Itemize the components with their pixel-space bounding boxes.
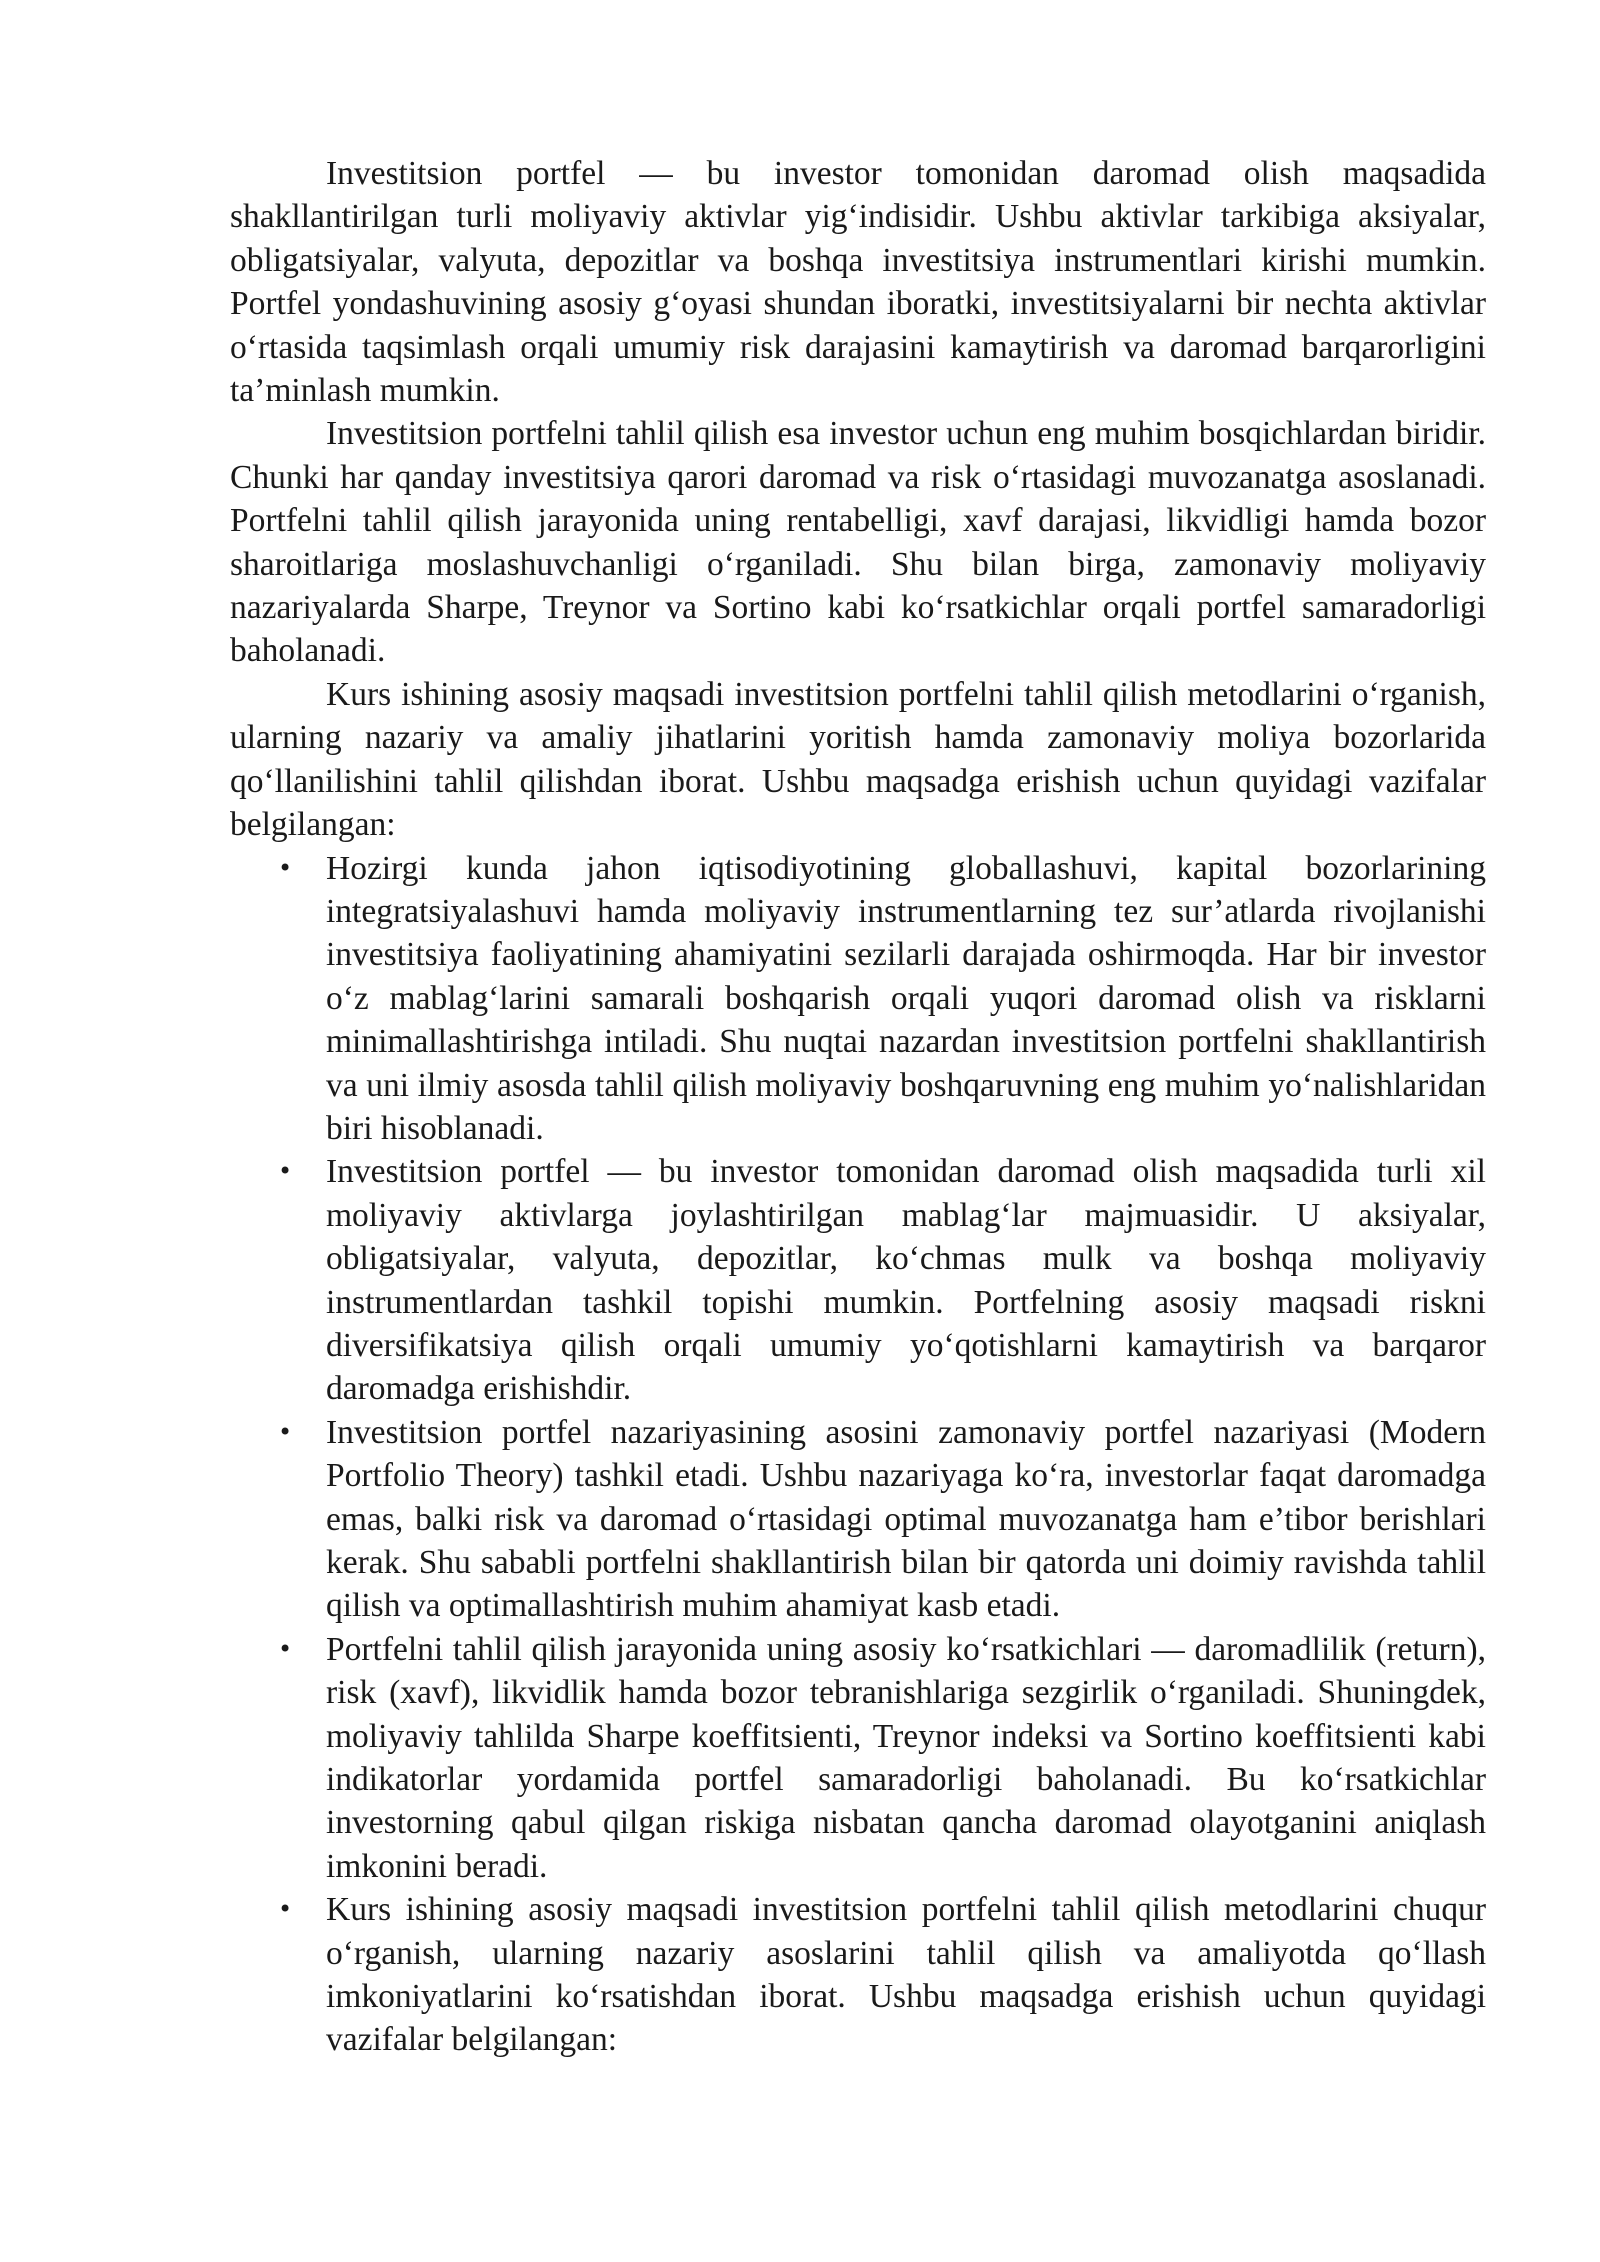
bullet-icon: •	[278, 1157, 293, 1186]
bullet-icon: •	[278, 853, 293, 882]
paragraph-analysis: Investitsion portfelni tahlil qilish esa investor uchun eng muhim bosqichlardan biridir. Chunki har qanday investitsiya qarori daromad va risk o‘rtasidagi muvozanatga asoslanadi. Portfelni tahlil qilish jarayonida uning rentabelligi, xavf darajasi, likvidligi hamda bozor sharoitlariga moslashuvchanligi o‘rganiladi. Shu bilan birga, zamonaviy moliyaviy nazariyalarda Sharpe, Treynor va Sortino kabi ko‘rsatkichlar orqali portfel samaradorligi baholanadi.	[230, 415, 1486, 670]
list-item	[230, 847, 1486, 1151]
bullet-icon: •	[278, 1634, 293, 1663]
task-list	[230, 847, 1486, 2062]
paragraph-goal: Kurs ishining asosiy maqsadi investitsion portfelni tahlil qilish metodlarini o‘rganish, ularning nazariy va amaliy jihatlarini yoritish hamda zamonaviy moliya bozorlarida qo‘llanilishini tahlil qilishdan iborat. Ushbu maqsadga erishish uchun quyidagi vazifalar belgilangan:	[230, 675, 1486, 844]
list-item	[230, 1411, 1486, 1628]
list-item-text: Kurs ishining asosiy maqsadi investitsion portfelni tahlil qilish metodlarini chuqur o‘rganish, ularning nazariy asoslarini tahlil qilish va amaliyotda qo‘llash imkoniyatlarini ko‘rsatishdan iborat. Ushbu maqsadga erishish uchun quyidagi vazifalar belgilangan:	[326, 1891, 1486, 2059]
list-item	[230, 1628, 1486, 1888]
list-item-text: Investitsion portfel — bu investor tomonidan daromad olish maqsadida turli xil moliyaviy aktivlarga joylashtirilgan mablag‘lar majmuasidir. U aksiyalar, obligatsiyalar, valyuta, depozitlar, ko‘chmas mulk va boshqa moliyaviy instrumentlardan tashkil topishi mumkin. Portfelning asosiy maqsadi riskni diversifikatsiya qilish orqali umumiy yo‘qotishlarni kamaytirish va barqaror daromadga erishishdir.	[326, 1153, 1486, 1408]
list-item-text: Hozirgi kunda jahon iqtisodiyotining globallashuvi, kapital bozorlarining integratsiyalashuvi hamda moliyaviy instrumentlarning tez sur’atlarda rivojlanishi investitsiya faoliyatining ahamiyatini sezilarli darajada oshirmoqda. Har bir investor o‘z mablag‘larini samarali boshqarish orqali yuqori daromad olish va risklarni minimallashtirishga intiladi. Shu nuqtai nazardan investitsion portfelni shakllantirish va uni ilmiy asosda tahlil qilish moliyaviy boshqaruvning eng muhim yo‘nalishlaridan biri hisoblanadi.	[326, 849, 1486, 1147]
paragraph-intro: Investitsion portfel — bu investor tomonidan daromad olish maqsadida shakllantirilgan turli moliyaviy aktivlar yig‘indisidir. Ushbu aktivlar tarkibiga aksiyalar, obligatsiyalar, valyuta, depozitlar va boshqa investitsiya instrumentlari kirishi mumkin. Portfel yondashuvining asosiy g‘oyasi shundan iboratki, investitsiyalarni bir nechta aktivlar o‘rtasida taqsimlash orqali umumiy risk darajasini kamaytirish va daromad barqarorligini ta’minlash mumkin.	[230, 155, 1486, 410]
list-item-text: Portfelni tahlil qilish jarayonida uning asosiy ko‘rsatkichlari — daromadlilik (return), risk (xavf), likvidlik hamda bozor tebranishlariga sezgirlik o‘rganiladi. Shuningdek, moliyaviy tahlilda Sharpe koeffitsienti, Treynor indeksi va Sortino koeffitsienti kabi indikatorlar yordamida portfel samaradorligi baholanadi. Bu ko‘rsatkichlar investorning qabul qilgan riskiga nisbatan qancha daromad olayotganini aniqlash imkonini beradi.	[326, 1630, 1486, 1885]
bullet-icon: •	[278, 1417, 293, 1446]
list-item	[230, 1150, 1486, 1410]
list-item	[230, 1888, 1486, 2062]
bullet-icon: •	[278, 1895, 293, 1924]
list-item-text: Investitsion portfel nazariyasining asosini zamonaviy portfel nazariyasi (Modern Portfolio Theory) tashkil etadi. Ushbu nazariyaga ko‘ra, investorlar faqat daromadga emas, balki risk va daromad o‘rtasidagi optimal muvozanatga ham e’tibor berishlari kerak. Shu sababli portfelni shakllantirish bilan bir qatorda uni doimiy ravishda tahlil qilish va optimallashtirish muhim ahamiyat kasb etadi.	[326, 1413, 1486, 1625]
document-body	[230, 152, 1486, 2062]
